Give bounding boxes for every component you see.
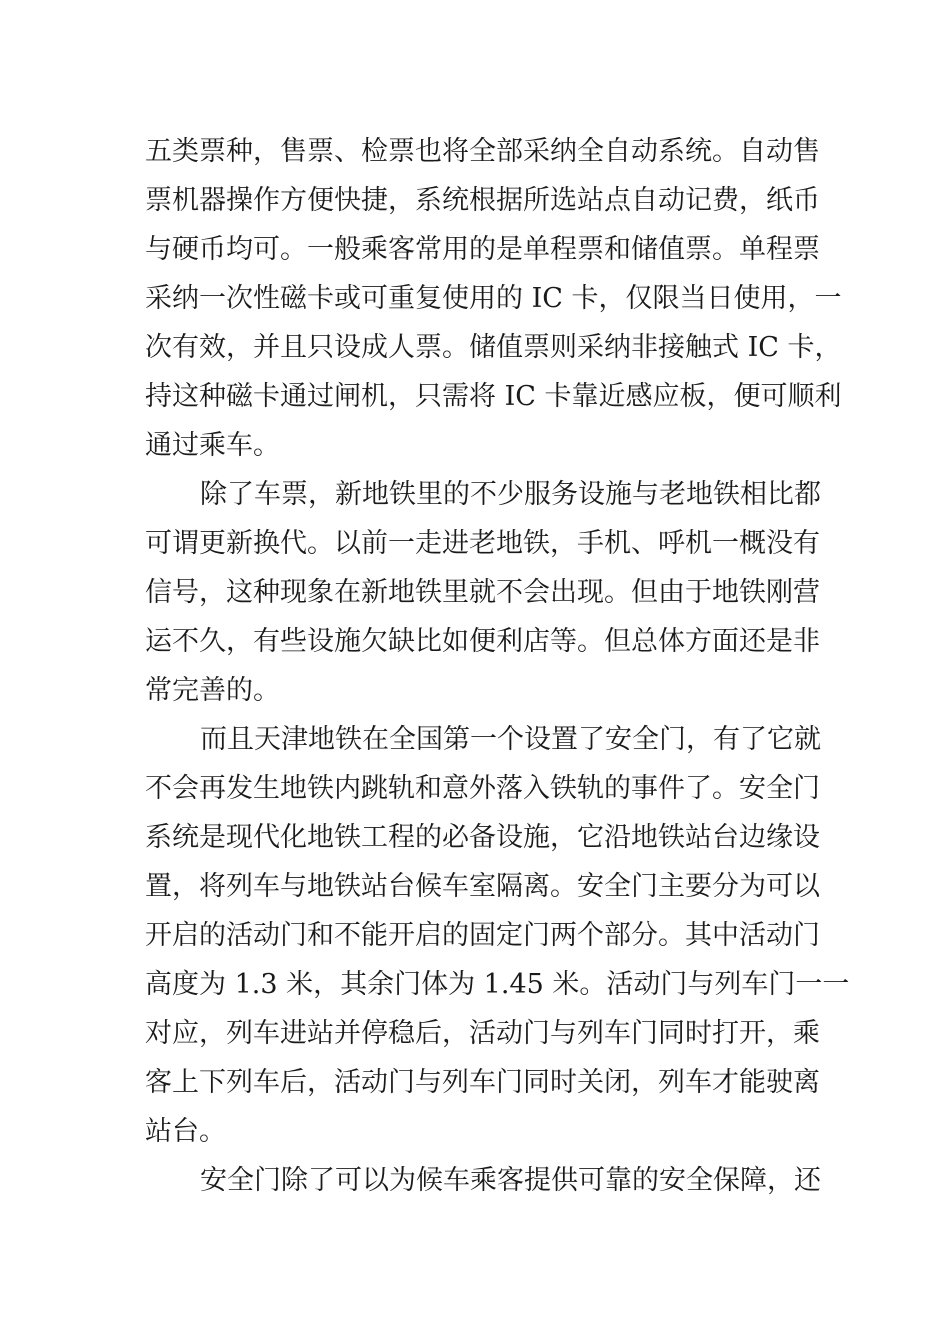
text-line: 信号，这种现象在新地铁里就不会出现。但由于地铁刚营 <box>145 577 820 608</box>
text-line: 常完善的。 <box>145 675 280 706</box>
text-line: 票机器操作方便快捷，系统根据所选站点自动记费，纸币 <box>145 185 820 216</box>
paragraph-first-line: 除了车票，新地铁里的不少服务设施与老地铁相比都 <box>200 479 821 510</box>
text-line: 五类票种，售票、检票也将全部采纳全自动系统。自动售 <box>145 136 820 167</box>
text-line: 与硬币均可。一般乘客常用的是单程票和储值票。单程票 <box>145 234 820 265</box>
paragraph-first-line: 安全门除了可以为候车乘客提供可靠的安全保障，还 <box>200 1165 821 1196</box>
text-line: 不会再发生地铁内跳轨和意外落入铁轨的事件了。安全门 <box>145 773 820 804</box>
text-line: 开启的活动门和不能开启的固定门两个部分。其中活动门 <box>145 920 820 951</box>
text-line: 采纳一次性磁卡或可重复使用的 IC 卡，仅限当日使用，一 <box>145 283 842 314</box>
text-line: 对应，列车进站并停稳后，活动门与列车门同时打开，乘 <box>145 1018 820 1049</box>
text-line: 次有效，并且只设成人票。储值票则采纳非接触式 IC 卡， <box>145 332 842 363</box>
text-line: 高度为 1.3 米，其余门体为 1.45 米。活动门与列车门一一 <box>145 969 850 1000</box>
text-line: 通过乘车。 <box>145 430 280 461</box>
text-line: 运不久，有些设施欠缺比如便利店等。但总体方面还是非 <box>145 626 820 657</box>
text-line: 客上下列车后，活动门与列车门同时关闭，列车才能驶离 <box>145 1067 820 1098</box>
text-line: 站台。 <box>145 1116 226 1147</box>
text-line: 置，将列车与地铁站台候车室隔离。安全门主要分为可以 <box>145 871 820 902</box>
text-line: 可谓更新换代。以前一走进老地铁，手机、呼机一概没有 <box>145 528 820 559</box>
text-line: 系统是现代化地铁工程的必备设施，它沿地铁站台边缘设 <box>145 822 820 853</box>
text-line: 持这种磁卡通过闸机，只需将 IC 卡靠近感应板，便可顺利 <box>145 381 842 412</box>
paragraph-first-line: 而且天津地铁在全国第一个设置了安全门，有了它就 <box>200 724 821 755</box>
